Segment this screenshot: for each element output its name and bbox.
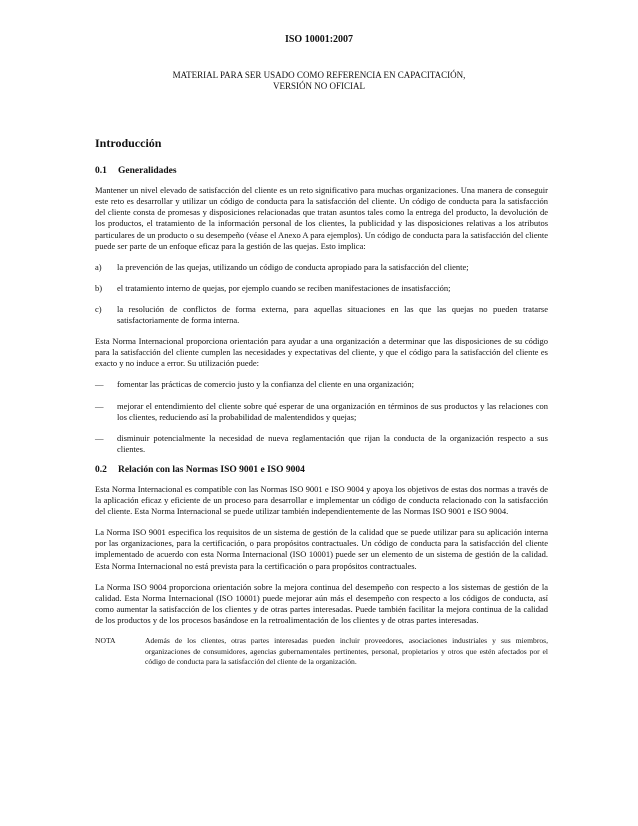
list-item xyxy=(95,379,548,390)
list-item-text: fomentar las prácticas de comercio justo y la confianza del cliente en una organización; xyxy=(117,379,414,390)
list-item xyxy=(95,304,548,326)
document-body xyxy=(95,138,548,668)
reference-notice-line1: MATERIAL PARA SER USADO COMO REFERENCIA EN CAPACITACIÓN, xyxy=(172,70,466,80)
dash-marker: — xyxy=(95,400,104,411)
note xyxy=(95,636,548,668)
paragraph: Mantener un nivel elevado de satisfacción del cliente es un reto significativo para muchas organizaciones. Una manera de conseguir este reto es desarrollar y utilizar un código de conducta para la satisfacción del cliente. Un código de conducta para la satisfacción del cliente consta de promesas y disposiciones relacionadas que tratan asuntos tales como la entrega del producto, la devolución de los productos, el tratamiento de la información personal de los clientes, la publicidad y las disposiciones relativas a los atributos particulares de un producto o su desempeño (véase el Anexo A para ejemplos). Un código de conducta para la satisfacción del cliente puede ser parte de un enfoque eficaz para la gestión de las quejas. Esto implica: xyxy=(95,185,548,251)
section-title: Relación con las Normas ISO 9001 e ISO 9004 xyxy=(118,464,305,475)
list-item-text: disminuir potencialmente la necesidad de nueva reglamentación que rijan la conducta de la organización respecto a sus clientes. xyxy=(117,432,548,454)
section-title: Generalidades xyxy=(118,166,177,177)
paragraph: La Norma ISO 9001 especifica los requisitos de un sistema de gestión de la calidad que se puede utilizar para su aplicación interna por las organizaciones, para la certificación, o para propósitos contractuales. Un código de conducta para la satisfacción del cliente implementado de acuerdo con esta Norma Internacional (ISO 10001) puede ser un elemento de un sistema de gestión de la calidad. Esta Norma Internacional no está prevista para la certificación o para propósitos contractuales. xyxy=(95,527,548,571)
list-item xyxy=(95,433,548,455)
dash-marker: — xyxy=(95,432,104,443)
reference-notice xyxy=(0,70,638,92)
reference-notice-line2: VERSIÓN NO OFICIAL xyxy=(273,81,365,91)
paragraph: La Norma ISO 9004 proporciona orientación sobre la mejora continua del desempeño con respecto a los sistemas de gestión de la calidad. Esta Norma Internacional (ISO 10001) puede mejorar aún más el desempeño con respecto a los códigos de conducta, así como aumentar la satisfacción de los clientes y de otras partes interesadas. Puede también facilitar la mejora continua de la calidad de los productos y de los procesos basándose en la retroalimentación de los clientes y de otras partes interesadas. xyxy=(95,581,548,625)
paragraph: Esta Norma Internacional proporciona orientación para ayudar a una organización a determinar que las disposiciones de su código para la satisfacción del cliente cumplen las necesidades y expectativas del cliente, y que el código para la satisfacción del cliente es exacto y no induce a error. Su utilización puede: xyxy=(95,336,548,369)
list-item-text: mejorar el entendimiento del cliente sobre qué esperar de una organización en términos de sus productos y las relaciones con los clientes, reduciendo así la probabilidad de malentendidos y quejas; xyxy=(117,400,548,422)
list-item-text: el tratamiento interno de quejas, por ejemplo cuando se reciben manifestaciones de insatisfacción; xyxy=(117,282,451,293)
dash-marker: — xyxy=(95,379,104,390)
list-item-text: la resolución de conflictos de forma externa, para aquellas situaciones en las que las quejas no pueden tratarse satisfactoriamente de forma interna. xyxy=(117,303,548,326)
section-heading-0-2 xyxy=(95,465,548,476)
list-item-text: la prevención de las quejas, utilizando un código de conducta apropiado para la satisfacción del cliente; xyxy=(117,261,469,272)
paragraph: Esta Norma Internacional es compatible con las Normas ISO 9001 e ISO 9004 y apoya los objetivos de estas dos normas a través de la aplicación eficaz y eficiente de un proceso para desarrollar e implementar un código de conducta relacionado con la satisfacción del cliente. Esta Norma Internacional se puede utilizar también independientemente de las Normas ISO 9001 e ISO 9004. xyxy=(95,483,548,517)
page-title: Introducción xyxy=(95,136,162,150)
list-marker: b) xyxy=(95,282,103,293)
list-item xyxy=(95,262,548,273)
note-text: Además de los clientes, otras partes interesadas pueden incluir proveedores, asociaciones industriales y sus miembros, organizaciones de consumidores, agencias gubernamentales pertinentes, personal, propietarios y otros que estén afectados por el código de conducta para la satisfacción del cliente de la organización. xyxy=(145,636,548,667)
list-marker: c) xyxy=(95,303,102,314)
standard-header: ISO 10001:2007 xyxy=(284,34,354,45)
section-heading-0-1 xyxy=(95,166,548,177)
section-number: 0.2 xyxy=(95,464,107,475)
list-marker: a) xyxy=(95,261,102,272)
note-label: NOTA xyxy=(95,636,116,645)
list-item xyxy=(95,283,548,294)
list-item xyxy=(95,401,548,423)
section-number: 0.1 xyxy=(95,166,107,177)
